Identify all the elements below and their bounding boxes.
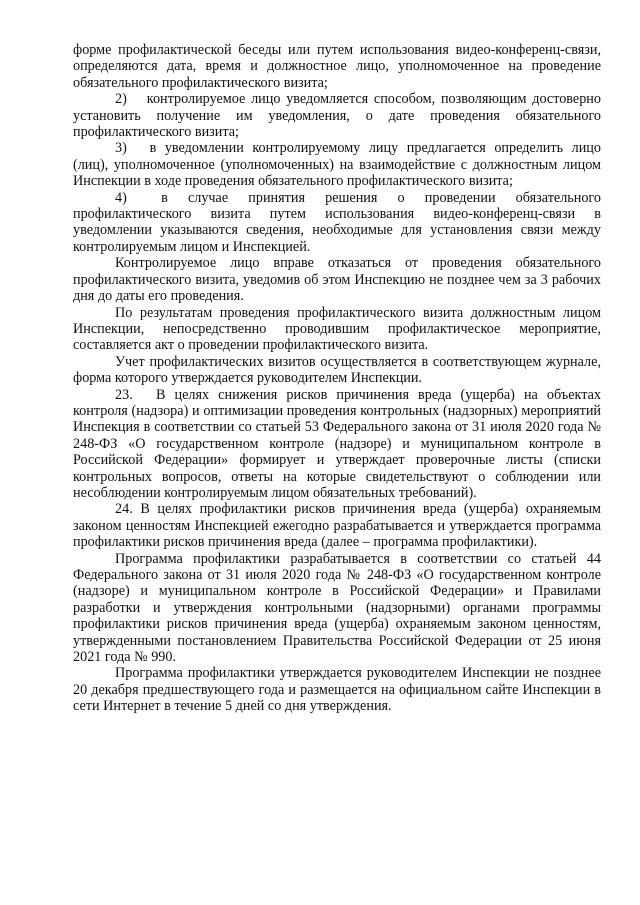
paragraph-24: 24. В целях профилактики рисков причинения вреда (ущерба) охраняемым законом ценностям Инспекцией ежегодно разрабатывается и утверждается программа профилактики рисков причинения вреда (далее – программа профилактики).	[73, 501, 601, 551]
paragraph-item-4: 4) в случае принятия решения о проведении обязательного профилактического визита путем использования видео-конференц-связи в уведомлении указываются сведения, необходимые для установления связи между контролируемым лицом и Инспекцией.	[73, 189, 601, 255]
paragraph-program-development: Программа профилактики разрабатывается в соответствии со статьей 44 Федерального закона от 31 июля 2020 года № 248-ФЗ «О государственном контроле (надзоре) и муниципальном контроле в Российской Федерации» и Правилами разработки и утверждения контрольными (надзорными) органами программы профилактики рисков причинения вреда (ущерба) охраняемым законом ценностям, утвержденными постановлением Правительства Российской Федерации от 25 июня 2021 года № 990.	[73, 550, 601, 666]
paragraph-23: 23. В целях снижения рисков причинения вреда (ущерба) на объектах контроля (надзора) и оптимизации проведения контрольных (надзорных) мероприятий Инспекция в соответствии со статьей 53 Федерального закона от 31 июля 2020 года № 248-ФЗ «О государственном контроле (надзоре) и муниципальном контроле в Российской Федерации» формирует и утверждает проверочные листы (списки контрольных вопросов, ответы на которые свидетельствуют о соблюдении или несоблюдении контролируемым лицом обязательных требований).	[73, 386, 601, 501]
paragraph-visit-journal: Учет профилактических визитов осуществляется в соответствующем журнале, форма которого утверждается руководителем Инспекции.	[73, 353, 601, 387]
paragraph-refusal: Контролируемое лицо вправе отказаться от проведения обязательного профилактического визита, уведомив об этом Инспекцию не позднее чем за 3 рабочих дня до даты его проведения.	[73, 255, 601, 305]
paragraph-item-2: 2) контролируемое лицо уведомляется способом, позволяющим достоверно установить получение им уведомления, о дате проведения обязательного профилактического визита;	[73, 91, 601, 141]
paragraph-continuation: форме профилактической беседы или путем использования видео-конференц-связи, определяются дата, время и должностное лицо, уполномоченное на проведение обязательного профилактического визита;	[73, 42, 601, 91]
paragraph-item-3: 3) в уведомлении контролируемому лицу предлагается определить лицо (лиц), уполномоченное (уполномоченных) на взаимодействие с должностным лицом Инспекции в ходе проведения обязательного профилактического визита;	[73, 140, 601, 190]
paragraph-visit-act: По результатам проведения профилактического визита должностным лицом Инспекции, непосредственно проводившим профилактическое мероприятие, составляется акт о проведении профилактического визита.	[73, 304, 601, 354]
paragraph-program-approval: Программа профилактики утверждается руководителем Инспекции не позднее 20 декабря предшествующего года и размещается на официальном сайте Инспекции в сети Интернет в течение 5 дней со дня утверждения.	[73, 665, 601, 715]
document-page	[73, 42, 601, 715]
